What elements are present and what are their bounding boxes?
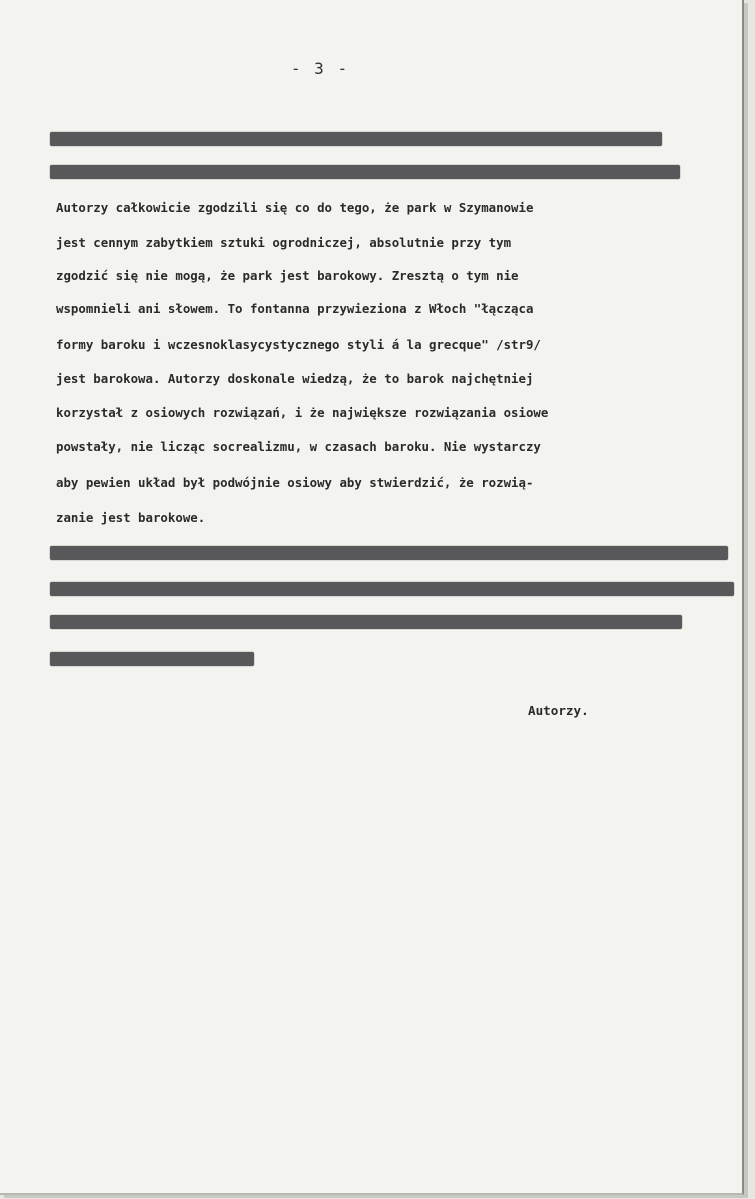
paragraph-line: zanie jest barokowe. — [56, 510, 206, 525]
signature: Autorzy. — [528, 703, 589, 718]
paragraph-line: aby pewien układ był podwójnie osiowy aby stwierdzić, że rozwią- — [56, 475, 534, 490]
paragraph-line: wspomnieli ani słowem. To fontanna przywieziona z Włoch "łącząca — [56, 301, 534, 316]
redaction-bar — [50, 132, 662, 146]
redaction-bar — [50, 546, 728, 560]
paragraph-line: formy baroku i wczesnoklasycystycznego styli á la grecque" /str9/ — [56, 337, 541, 352]
paragraph-line: jest cennym zabytkiem sztuki ogrodniczej, absolutnie przy tym — [56, 235, 512, 250]
redaction-bar — [50, 652, 254, 666]
paragraph-line: jest barokowa. Autorzy doskonale wiedzą, że to barok najchętniej — [56, 371, 534, 386]
paragraph-line: Autorzy całkowicie zgodzili się co do tego, że park w Szymanowie — [56, 200, 534, 215]
redaction-bar — [50, 615, 682, 629]
paragraph-line: korzystał z osiowych rozwiązań, i że największe rozwiązania osiowe — [56, 405, 549, 420]
paragraph-line: zgodzić się nie mogą, że park jest barokowy. Zresztą o tym nie — [56, 268, 519, 283]
redaction-bar — [50, 165, 680, 179]
redaction-bar — [50, 582, 734, 596]
page-number: - 3 - — [290, 59, 350, 78]
paragraph-line: powstały, nie licząc socrealizmu, w czasach baroku. Nie wystarczy — [56, 439, 541, 454]
